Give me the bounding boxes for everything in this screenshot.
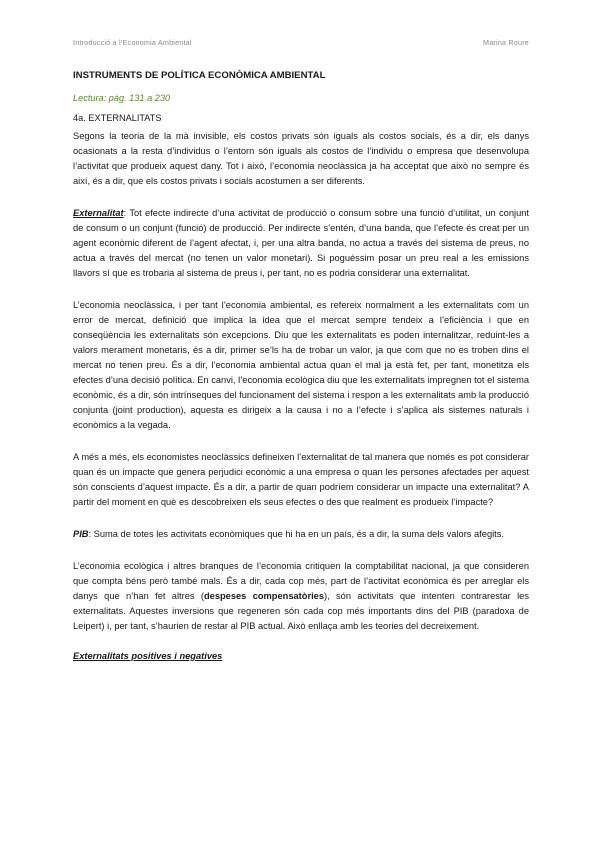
document-title: INSTRUMENTS DE POLÍTICA ECONÒMICA AMBIENTAL (73, 70, 326, 81)
text-after: ), són activitats que intenten contrarestar les externalitats. Aquestes inversions que regeneren són cada cop més importants dins del PIB (paradoxa de Leipert) i, per tant, s’haurien de restar al PIB actual. Això enllaça amb les teories del decreixement. (73, 591, 529, 631)
paragraph-ecological-critique (73, 559, 529, 634)
paragraph-invisible-hand: Segons la teoria de la mà invisible, els costos privats són iguals als costos socials, és a dir, els danys ocasionats a la resta d’individus o l’entorn són iguals als costos de l’individu o empresa que desenvolupa l’activitat que produeix aquest dany. Tot i això, l’economia neoclàssica ja ha acceptat que això no sempre és així, és a dir, que els costos privats i socials acostumen a ser diferents. (73, 131, 529, 186)
definition-text: : Tot efecte indirecte d’una activitat de producció o consum sobre una funció d’utilitat, un conjunt de consum o un conjunt (funció) de producció. Per indirecte s’entén, d’una banda, que l’efecte és creat per un agent econòmic diferent de l’agent afectat, i, per una altra banda, no actua a través del sistema de preus, no actua a través del mercat (no tenen un valor monetari). Si poguéssim posar un preu real a les emissions llavors sí que es trobaria al sistema de preus i, per tant, no es podria considerar una externalitat. (73, 208, 529, 278)
term-pib: PIB (73, 529, 89, 539)
paragraph-awareness-question: A més a més, els economistes neoclàssics defineixen l’externalitat de tal manera que només es pot considerar quan és un impacte que genera perjudici econòmic a una empresa o quan les persones afectades per aquest són conscients d’aquest impacte. És a dir, a partir de quan podríem considerar un impacte una externalitat? A partir del moment en què es descobreixen els seus efectes o des que realment es produeix l’impacte? (73, 452, 529, 507)
reading-reference: Lectura: pàg. 131 a 230 (73, 93, 171, 103)
header-author: Marina Roure (483, 38, 529, 47)
section-heading: 4a. EXTERNALITATS (73, 113, 162, 123)
page-header (73, 38, 529, 47)
text-before: L’economia ecològica i altres branques de l’economia critiquen la comptabilitat nacional, ja que consideren que compta béns però també mals. És a dir, cada cop més, part de l’activitat econòmica és per arreglar els danys que n’han fet altres ( (73, 561, 529, 601)
header-course-title: Introducció a l’Economia Ambiental (73, 38, 192, 47)
subheading-positive-negative: Externalitats positives i negatives (73, 651, 223, 661)
term-despeses-compensatories: despeses compensatòries (203, 591, 324, 601)
paragraph-externality-definition (73, 206, 529, 281)
term-externalitat: Externalitat (73, 208, 124, 218)
document-body (73, 70, 529, 661)
paragraph-neoclassical-view: L’economia neoclàssica, i per tant l’economia ambiental, es refereix normalment a les externalitats com un error de mercat, definició que implica la idea que el mercat sempre tendeix a l’eficiència i que en conseqüència les externalitats són excepcions. Diu que les externalitats es poden internalitzar, reduint-les a valors merament monetaris, és a dir, primer se’ls ha de trobar un valor, ja que com que no es troben dins el mercat no tenen preu. És a dir, l’economia ambiental actua quan el mal ja està fet, per tant, monetitza els efectes d’una decisió política. En canvi, l’economia ecològica diu que les externalitats impregnen tot el sistema econòmic, és a dir, són intrínseques del funcionament del sistema i respon a les externalitats amb la producció conjunta (joint production), aquesta es dirigeix a la causa i no a l’efecte i s’aplica als sistemes naturals i econòmics a la vegada. (73, 300, 529, 430)
paragraph-pib-definition (73, 527, 529, 542)
definition-text: : Suma de totes les activitats econòmiques que hi ha en un país, és a dir, la suma dels valors afegits. (88, 529, 504, 539)
